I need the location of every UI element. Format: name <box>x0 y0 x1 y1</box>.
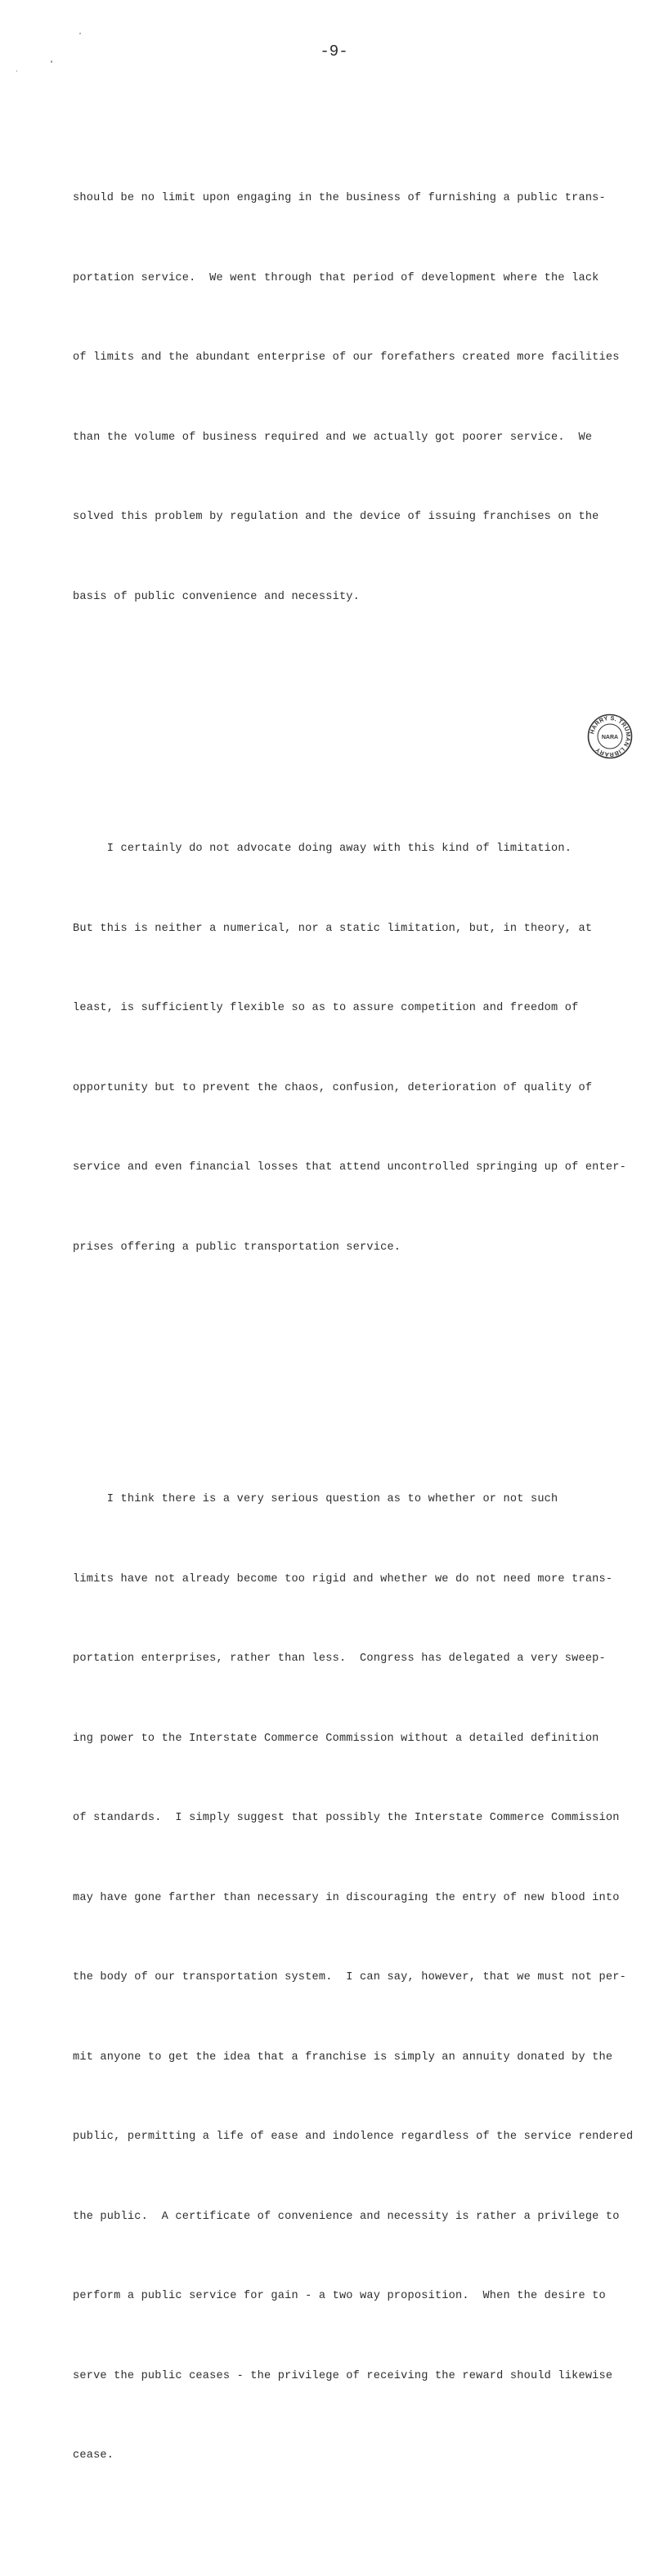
svg-text:HARRY S. TRUMAN LIBRARY: HARRY S. TRUMAN LIBRARY <box>588 713 633 759</box>
text-line: But this is neither a numerical, nor a static limitation, but, in theory, at <box>73 922 593 935</box>
text-line: solved this problem by regulation and the device of issuing franchises on the <box>73 511 599 523</box>
library-seal-stamp <box>587 713 633 759</box>
text-line: portation enterprises, rather than less. Congress has delegated a very sweep- <box>73 1652 606 1665</box>
svg-text:NARA: NARA <box>601 735 619 740</box>
text-line: serve the public ceases - the privilege of receiving the reward should likewise <box>73 2369 613 2382</box>
paper-speck <box>51 60 52 63</box>
paper-speck <box>16 70 17 72</box>
text-line: than the volume of business required and we actually got poorer service. We <box>73 431 593 444</box>
paragraph <box>73 783 629 1314</box>
text-line: public, permitting a life of ease and indolence regardless of the service rendered <box>73 2131 634 2143</box>
text-line: perform a public service for gain - a two way proposition. When the desire to <box>73 2290 606 2302</box>
paragraph-spacer <box>73 717 629 730</box>
text-line: least, is sufficiently flexible so as to assure competition and freedom of <box>73 1002 579 1014</box>
text-line: may have gone farther than necessary in discouraging the entry of new blood into <box>73 1891 620 1904</box>
text-line: limits have not already become too rigid and whether we do not need more trans- <box>73 1572 613 1585</box>
text-line: prises offering a public transportation service. <box>73 1241 401 1254</box>
text-line: I certainly do not advocate doing away with this kind of limitation. <box>73 843 572 855</box>
text-line: portation service. We went through that period of development where the lack <box>73 271 599 284</box>
document-body <box>73 79 634 2576</box>
text-line: the body of our transportation system. I can say, however, that we must not per- <box>73 1971 626 1983</box>
seal-icon <box>587 713 633 759</box>
text-line: mit anyone to get the idea that a franchise is simply an annuity donated by the <box>73 2051 613 2064</box>
paragraph <box>73 132 629 664</box>
text-line: the public. A certificate of convenience and necessity is rather a privilege to <box>73 2210 620 2223</box>
text-line: ing power to the Interstate Commerce Commission without a detailed definition <box>73 1732 599 1745</box>
text-line: of limits and the abundant enterprise of our forefathers created more facilities <box>73 351 620 364</box>
text-line: should be no limit upon engaging in the business of furnishing a public trans- <box>73 192 606 204</box>
text-line: of standards. I simply suggest that possibly the Interstate Commerce Commission <box>73 1812 620 1824</box>
paper-speck <box>79 33 81 34</box>
text-line: service and even financial losses that attend uncontrolled springing up of enter- <box>73 1161 626 1174</box>
page-number: -9- <box>320 42 348 60</box>
paragraph-spacer <box>73 1367 629 1380</box>
text-line: opportunity but to prevent the chaos, confusion, deterioration of quality of <box>73 1081 593 1094</box>
text-line: cease. <box>73 2449 114 2462</box>
text-line: I think there is a very serious question as to whether or not such <box>73 1493 558 1505</box>
text-line: basis of public convenience and necessity. <box>73 590 361 603</box>
paragraph <box>73 1433 634 2523</box>
